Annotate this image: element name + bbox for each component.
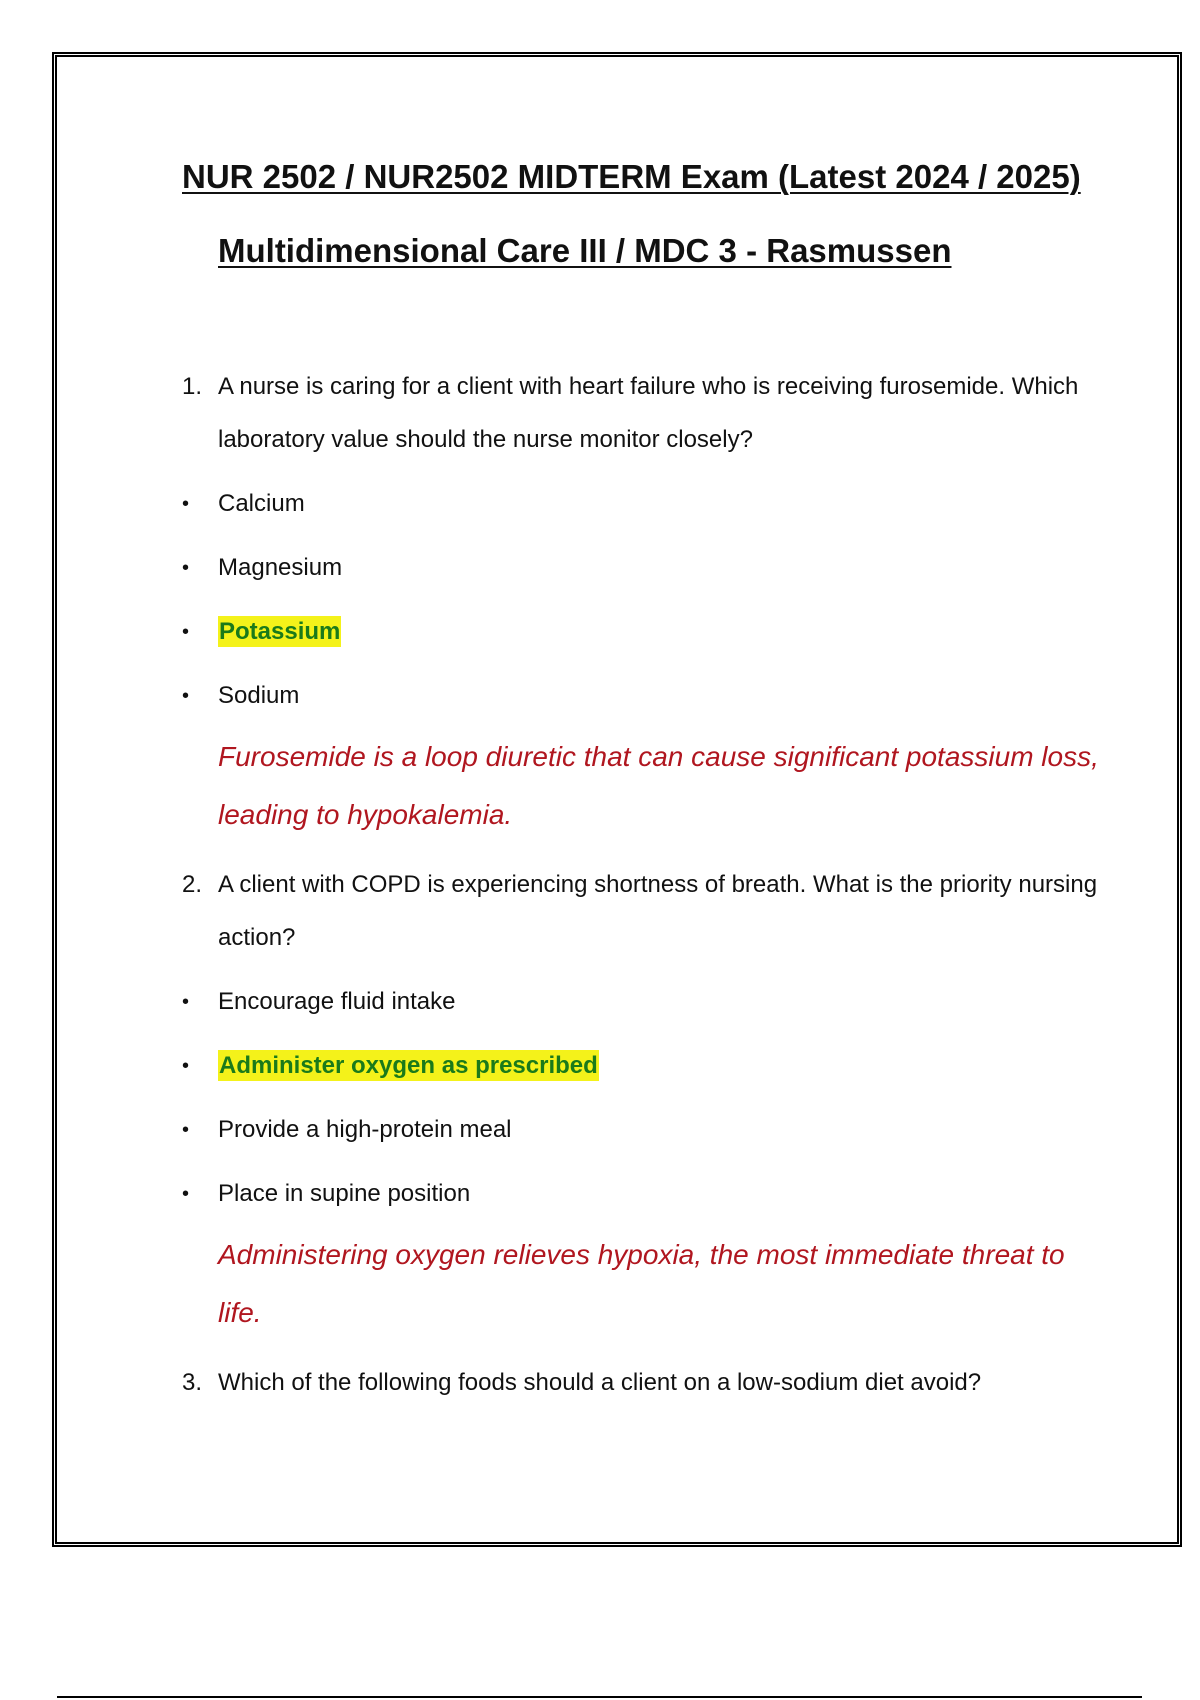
footer-divider [57, 1696, 1142, 1698]
answer-option: • Place in supine position [182, 1162, 1112, 1226]
answer-option: • Calcium [182, 472, 1112, 536]
answer-option: • Magnesium [182, 536, 1112, 600]
question-list [182, 360, 1112, 1409]
bullet-icon: • [182, 1119, 190, 1141]
question-stem [182, 360, 1112, 466]
question-text: Which of the following foods should a client on a low-sodium diet avoid? [218, 1369, 982, 1396]
answer-option: • Provide a high-protein meal [182, 1098, 1112, 1162]
document-body [182, 140, 1112, 1409]
question-number: 2. [182, 871, 203, 898]
question-3 [182, 1356, 1112, 1409]
bullet-icon: • [182, 493, 190, 515]
answer-rationale: Administering oxygen relieves hypoxia, the most immediate threat to life. [218, 1239, 1065, 1328]
bullet-icon: • [182, 685, 190, 707]
answer-options [182, 472, 1112, 728]
correct-answer-highlight: Administer oxygen as prescribed [219, 1052, 598, 1079]
answer-option: • Encourage fluid intake [182, 970, 1112, 1034]
question-stem [182, 1356, 1112, 1409]
answer-option-correct [182, 600, 1112, 664]
answer-rationale: Furosemide is a loop diuretic that can cause significant potassium loss, leading to hypokalemia. [218, 741, 1099, 830]
bullet-icon: • [182, 991, 190, 1013]
question-number: 1. [182, 373, 203, 400]
question-number: 3. [182, 1369, 203, 1396]
answer-option: • Sodium [182, 664, 1112, 728]
answer-options [182, 970, 1112, 1226]
question-1 [182, 360, 1112, 844]
bullet-icon: • [182, 621, 190, 643]
bullet-icon: • [182, 557, 190, 579]
answer-option-correct [182, 1034, 1112, 1098]
correct-answer-highlight: Potassium [219, 618, 341, 645]
question-text: A nurse is caring for a client with heart failure who is receiving furosemide. Which laboratory value should the nurse monitor closely? [218, 373, 1079, 453]
bullet-icon: • [182, 1055, 190, 1077]
question-text: A client with COPD is experiencing shortness of breath. What is the priority nursing action? [218, 871, 1098, 951]
document-title: NUR 2502 / NUR2502 MIDTERM Exam (Latest 2024 / 2025) Multidimensional Care III / MDC 3 - Rasmussen [182, 158, 1081, 269]
question-stem [182, 858, 1112, 964]
question-2 [182, 858, 1112, 1342]
bullet-icon: • [182, 1183, 190, 1205]
